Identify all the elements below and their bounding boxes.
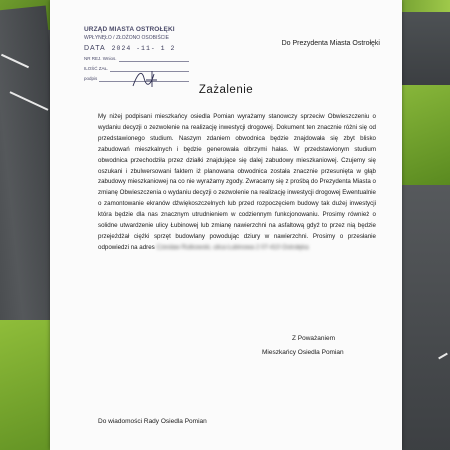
redacted-address: Czesław Rutkowski, ulica Łubinowa 2 07-410 Ostrołęka xyxy=(156,243,309,251)
document-body xyxy=(98,112,376,254)
recipient-line: Do Prezydenta Miasta Ostrołęki xyxy=(281,40,380,47)
stamp-subtitle: WPŁYNĘŁO / ZŁOŻONO OSOBIŚCIE xyxy=(84,35,170,41)
stamp-row-label: podpis xyxy=(84,76,98,81)
stamp-title: URZĄD MIASTA OSTROŁĘKI xyxy=(84,26,175,33)
stamp-row-label: NR REJ. Wnios. xyxy=(84,56,117,61)
body-text: My niżej podpisani mieszkańcy osiedla Pomian wyrażamy stanowczy sprzeciw Obwieszczeniu o wydaniu decyzji o zezwolenie na realizację inwestycji drogowej. Dokument ten znacznie różni się od przedstawionego studium. Naszym zdaniem obwodnica będzie znajdowała się zbyt blisko zabudowań mieszkalnych i będzie generowała olbrzymi hałas. W przedstawionym studium obwodnica przechodziła przez działki znajdujące się dalej zabudowy mieszkaniowej. Czujemy się oszukani i zbulwersowani faktem iż planowana obwodnica została znacznie przesunięta w głąb zabudowy mieszkaniowej na co nie wyrażamy zgody. Zwracamy się z prośbą do Prezydenta Miasta o zmianę Obwieszczenia o wydaniu decyzji o zezwolenie na realizację inwestycji drogowej Ewentualnie o zamontowanie ekranów dźwiękoszczelnych lub przed rozpoczęciem budowy tak dużej inwestycji która będzie dla nas znacznym utrudnieniem w codziennym funkcjonowaniu. Prosimy również o solidne utwardzenie ulicy Łubinowej lub zmianę nawierzchni na asfaltową gdyż to przez nią będzie przejeżdżał ciężki sprzęt budowlany powodując dziury w nawierzchni. Prosimy o przesłanie odpowiedzi na adres xyxy=(98,113,376,251)
footer-cc: Do wiadomości Rady Osiedla Pomian xyxy=(98,418,207,425)
stamp-date-label: DATA xyxy=(84,45,106,52)
stamp-row-registration xyxy=(84,55,189,63)
complaint-document xyxy=(50,0,402,450)
stamp-row-label: ILOŚĆ ZAŁ. xyxy=(84,66,109,71)
document-heading: Zażalenie xyxy=(198,84,254,96)
stamp-date-value: 2024 -11- 1 2 xyxy=(111,45,176,52)
closing-signature: Mieszkańcy Osiedla Pomian xyxy=(262,349,344,356)
closing-greeting: Z Poważaniem xyxy=(292,335,335,342)
